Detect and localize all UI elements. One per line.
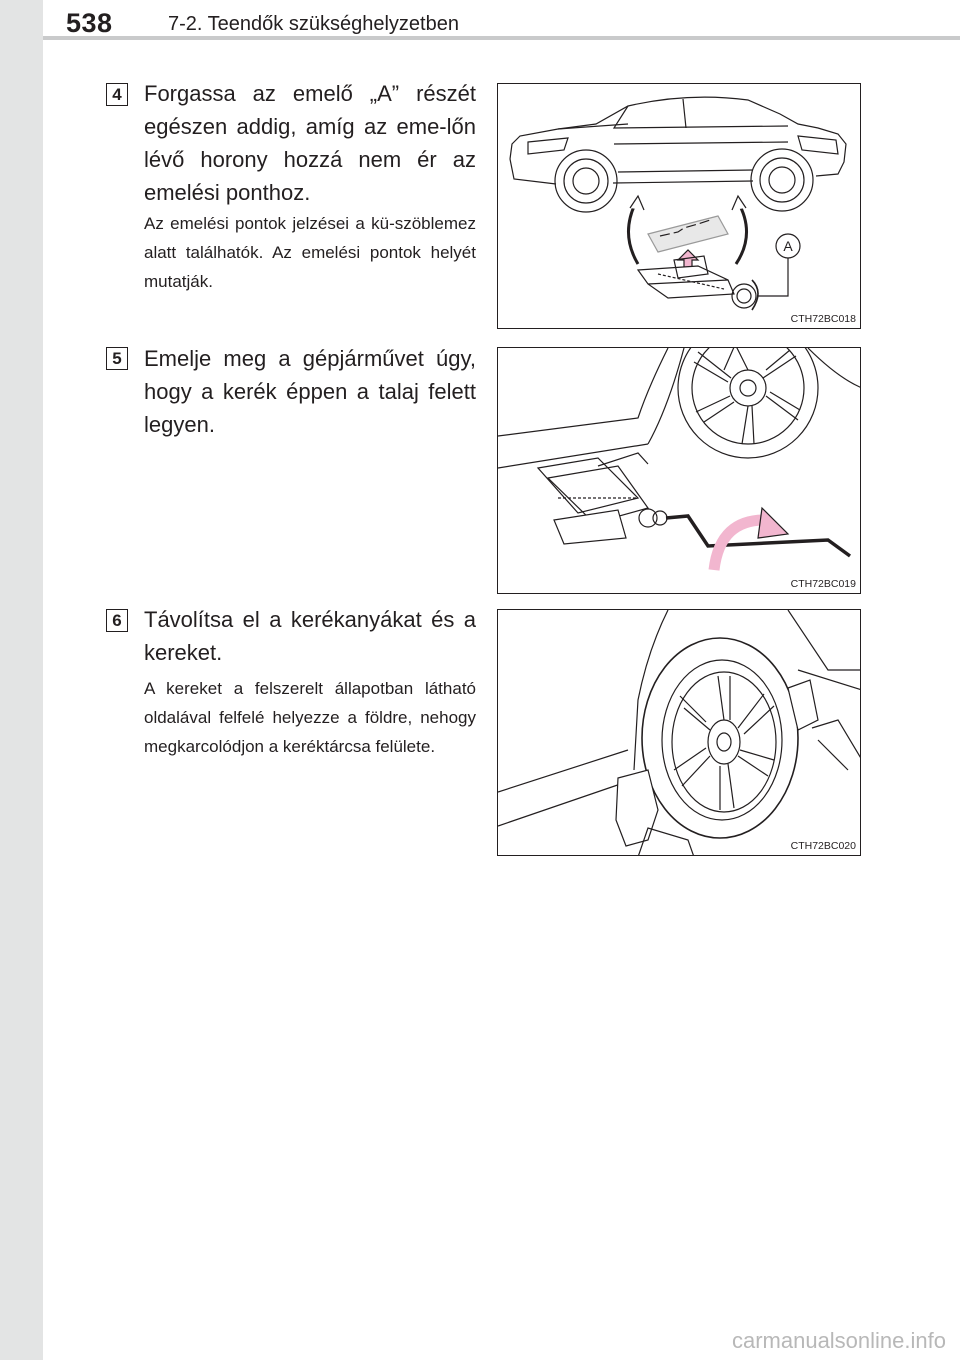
step-4-text: Forgassa az emelő „A” részét egészen addig, amíg az eme-lőn lévő horony hozzá nem ér az emelési ponthoz. bbox=[144, 81, 476, 205]
car-jack-illustration bbox=[498, 84, 861, 329]
callout-a-label: A bbox=[783, 238, 793, 254]
figure-code: CTH72BC019 bbox=[788, 578, 856, 590]
figure-remove-wheel bbox=[497, 609, 861, 856]
step-6-text: Távolítsa el a kerékanyákat és a kereket. bbox=[144, 607, 476, 665]
step-6-note: A kereket a felszerelt állapotban látható oldalával felfelé helyezze a földre, nehogy megkarcolódjon a keréktárcsa felülete. bbox=[144, 679, 476, 756]
figure-code: CTH72BC020 bbox=[788, 840, 856, 852]
step-5-badge: 5 bbox=[106, 347, 128, 370]
step-4-note: Az emelési pontok jelzései a kü-szöblemez alatt találhatók. Az emelési pontok helyét mutatják. bbox=[144, 214, 476, 291]
figure-jack-lift-point bbox=[497, 83, 861, 329]
step-5-text: Emelje meg a gépjárművet úgy, hogy a kerék éppen a talaj felett legyen. bbox=[144, 346, 476, 437]
figure-code: CTH72BC018 bbox=[788, 313, 856, 325]
figure-raise-vehicle bbox=[497, 347, 861, 594]
section-title: 7-2. Teendők szükséghelyzetben bbox=[168, 13, 459, 35]
page-number: 538 bbox=[66, 8, 113, 38]
side-strip bbox=[0, 0, 43, 1360]
raise-vehicle-illustration bbox=[498, 348, 861, 594]
step-4-badge: 4 bbox=[106, 83, 128, 106]
remove-wheel-illustration bbox=[498, 610, 861, 856]
step-6-badge: 6 bbox=[106, 609, 128, 632]
header-rule bbox=[43, 36, 960, 40]
watermark: carmanualsonline.info bbox=[731, 1328, 946, 1353]
